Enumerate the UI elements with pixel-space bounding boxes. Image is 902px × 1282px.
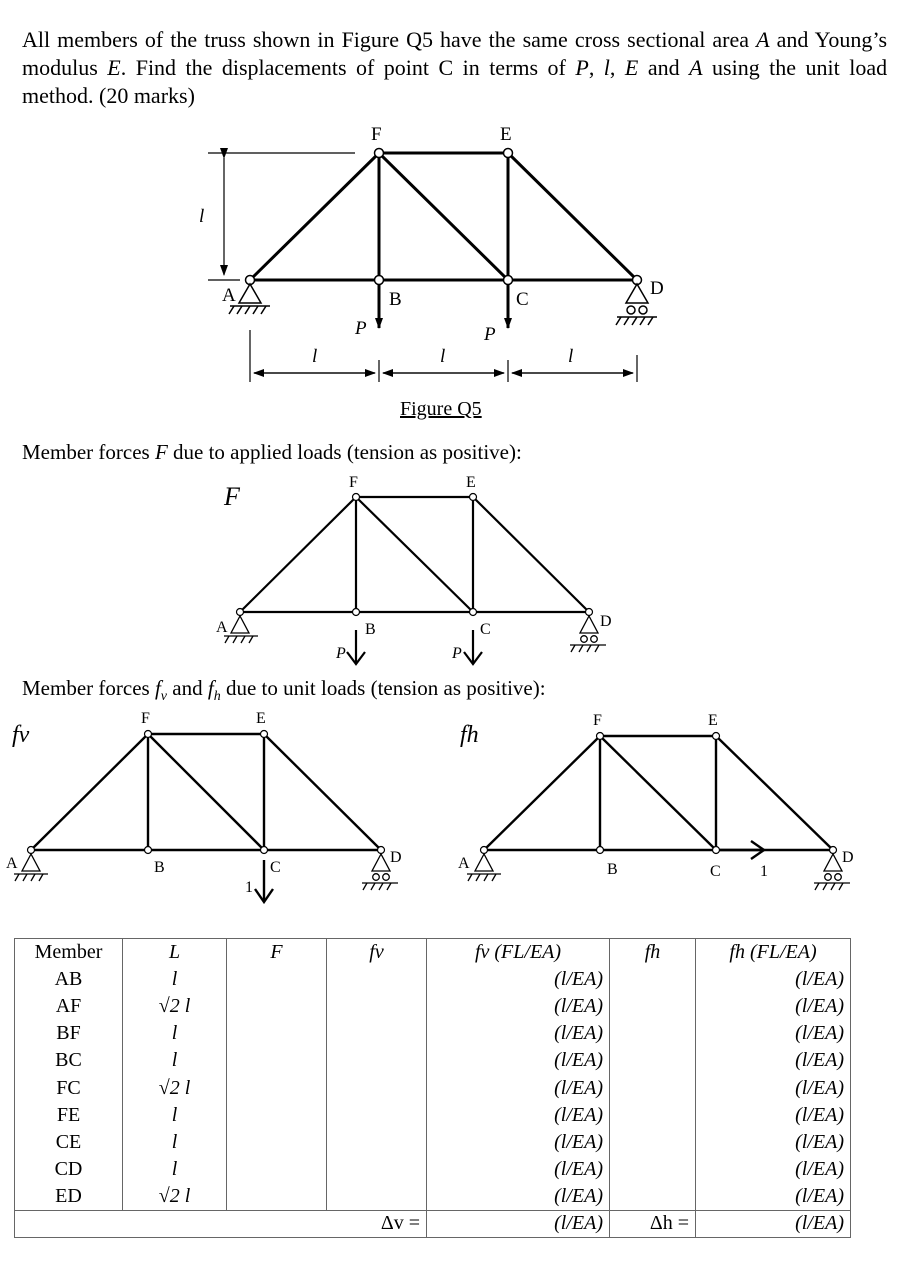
svg-text:B: B: [607, 861, 618, 878]
node-label: D: [650, 278, 664, 299]
node-label: F: [371, 124, 382, 145]
node-label: B: [389, 289, 402, 310]
table-row: AF √2 l (l/EA) (l/EA): [15, 993, 851, 1020]
dim-label: l: [312, 346, 318, 367]
table-row: CE l (l/EA) (l/EA): [15, 1129, 851, 1156]
delta-v-label: Δv =: [15, 1210, 427, 1237]
svg-text:F: F: [349, 474, 358, 491]
fh-symbol: fh: [460, 722, 479, 748]
svg-text:P: P: [336, 645, 346, 662]
section-unit-heading: Member forces $f_v$ and $f_h$ due to unit loads (tension as positive):: [22, 676, 546, 705]
node-label: A: [222, 285, 236, 306]
svg-text:P: P: [452, 645, 462, 662]
node-label: E: [500, 124, 512, 145]
dim-label: l: [199, 206, 205, 227]
svg-text:E: E: [466, 474, 476, 491]
svg-text:E: E: [256, 710, 266, 727]
figure-f: [0, 470, 902, 710]
fv-symbol: fv: [12, 722, 30, 748]
node-label: C: [516, 289, 529, 310]
table-row: AB l (l/EA) (l/EA): [15, 966, 851, 993]
load-label: P: [355, 318, 367, 339]
table-row: BC l (l/EA) (l/EA): [15, 1047, 851, 1074]
table-row: ED √2 l (l/EA) (l/EA): [15, 1183, 851, 1210]
svg-text:E: E: [708, 712, 718, 729]
table-header-row: Member L F fv fv (FL/EA) fh fh (FL/EA): [15, 939, 851, 966]
figure-fv: [0, 705, 902, 915]
svg-text:D: D: [390, 849, 402, 866]
table-row: BF l (l/EA) (l/EA): [15, 1020, 851, 1047]
figure-caption: Figure Q5: [400, 398, 482, 420]
dim-label: l: [568, 346, 574, 367]
table-row: FC √2 l (l/EA) (l/EA): [15, 1074, 851, 1101]
figure-q5: [0, 0, 902, 400]
section-f-heading: Member forces F due to applied loads (tension as positive):: [22, 440, 522, 464]
question-text: All members of the truss shown in Figure Q5 have the same cross sectional area A and Young’s modulus E. Find the displacements of point C in terms of P, l, E and A using the unit load method. (20 marks): [22, 27, 888, 108]
svg-text:1: 1: [245, 879, 253, 896]
load-label: P: [484, 324, 496, 345]
svg-text:C: C: [480, 621, 491, 638]
svg-text:B: B: [154, 859, 165, 876]
svg-text:1: 1: [760, 863, 768, 880]
table-row: FE l (l/EA) (l/EA): [15, 1102, 851, 1129]
svg-text:B: B: [365, 621, 376, 638]
svg-text:C: C: [270, 859, 281, 876]
svg-text:D: D: [842, 849, 854, 866]
svg-text:F: F: [593, 712, 602, 729]
table-row: CD l (l/EA) (l/EA): [15, 1156, 851, 1183]
f-symbol: F: [224, 482, 240, 511]
svg-text:F: F: [141, 710, 150, 727]
svg-text:C: C: [710, 863, 721, 880]
svg-text:A: A: [216, 619, 228, 636]
dim-label: l: [440, 346, 446, 367]
svg-text:A: A: [6, 855, 18, 872]
table-total-row: Δv = (l/EA) Δh = (l/EA): [15, 1210, 851, 1237]
svg-text:D: D: [600, 613, 612, 630]
delta-h-label: Δh =: [610, 1210, 696, 1237]
member-table: [14, 938, 851, 1238]
svg-text:A: A: [458, 855, 470, 872]
